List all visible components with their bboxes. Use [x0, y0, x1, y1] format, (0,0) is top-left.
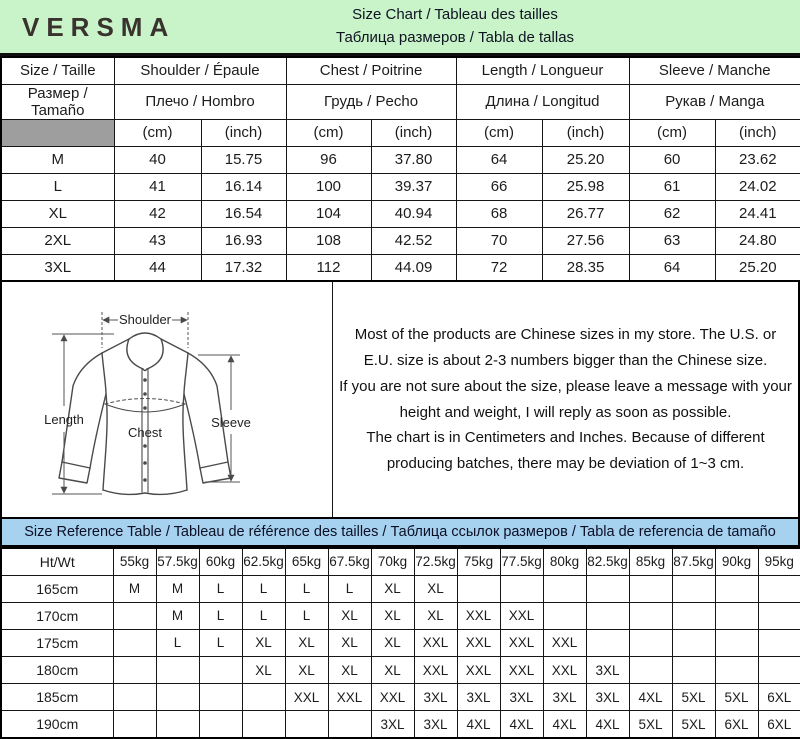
ref-cell: XL	[328, 602, 371, 629]
ref-cell	[715, 657, 758, 684]
ref-cell: L	[285, 602, 328, 629]
size-cell: 16.14	[201, 173, 286, 200]
ref-cell: 3XL	[457, 684, 500, 711]
table-row	[1, 119, 800, 146]
weight-header: 70kg	[371, 548, 414, 575]
weight-header: 85kg	[629, 548, 672, 575]
shirt-measurement-diagram	[2, 282, 333, 517]
ref-cell: XXL	[414, 657, 457, 684]
weight-header: 80kg	[543, 548, 586, 575]
ref-cell	[113, 629, 156, 656]
middle-section	[0, 282, 800, 517]
ref-cell: L	[242, 602, 285, 629]
ref-cell: 3XL	[414, 711, 457, 738]
ref-cell: M	[156, 575, 199, 602]
size-cell: 24.80	[715, 227, 800, 254]
col-header: Sleeve / Manche	[629, 57, 800, 84]
ref-cell	[758, 629, 800, 656]
unit-cell: (inch)	[371, 119, 456, 146]
table-row	[1, 227, 800, 254]
height-label: 180cm	[1, 657, 113, 684]
size-label: XL	[1, 200, 114, 227]
ref-cell: 3XL	[586, 684, 629, 711]
weight-header: 55kg	[113, 548, 156, 575]
ref-cell: L	[156, 629, 199, 656]
ref-cell: XL	[371, 657, 414, 684]
weight-header: 90kg	[715, 548, 758, 575]
unit-cell: (cm)	[629, 119, 715, 146]
size-cell: 26.77	[542, 200, 629, 227]
ref-cell	[758, 602, 800, 629]
size-cell: 16.54	[201, 200, 286, 227]
weight-header: 67.5kg	[328, 548, 371, 575]
ref-cell: XL	[328, 657, 371, 684]
ref-cell: 6XL	[758, 711, 800, 738]
size-cell: 44	[114, 254, 201, 281]
ref-cell: L	[199, 575, 242, 602]
ref-cell: L	[199, 629, 242, 656]
size-cell: 24.02	[715, 173, 800, 200]
size-cell: 60	[629, 146, 715, 173]
size-cell: 28.35	[542, 254, 629, 281]
height-label: 165cm	[1, 575, 113, 602]
weight-header: 75kg	[457, 548, 500, 575]
unit-cell: (cm)	[456, 119, 542, 146]
ref-cell	[672, 602, 715, 629]
ref-cell: XXL	[285, 684, 328, 711]
ref-cell: 3XL	[414, 684, 457, 711]
ref-cell	[543, 602, 586, 629]
col-header: Рукав / Manga	[629, 84, 800, 119]
ref-cell: XXL	[500, 602, 543, 629]
ref-cell: L	[199, 602, 242, 629]
size-cell: 64	[456, 146, 542, 173]
weight-header: 72.5kg	[414, 548, 457, 575]
ref-cell: XL	[328, 629, 371, 656]
table-row	[1, 711, 800, 738]
ref-cell: 4XL	[500, 711, 543, 738]
size-label: M	[1, 146, 114, 173]
ref-cell: XL	[242, 629, 285, 656]
ref-cell: XL	[414, 602, 457, 629]
ref-cell: XL	[371, 629, 414, 656]
ref-cell	[156, 657, 199, 684]
ref-cell: 5XL	[629, 711, 672, 738]
table-row	[1, 575, 800, 602]
page-title	[160, 6, 750, 46]
ref-cell: XXL	[328, 684, 371, 711]
ref-cell: 5XL	[715, 684, 758, 711]
weight-header: 62.5kg	[242, 548, 285, 575]
size-cell: 66	[456, 173, 542, 200]
ref-cell: XXL	[371, 684, 414, 711]
ref-cell: XXL	[457, 602, 500, 629]
ref-cell	[242, 684, 285, 711]
size-cell: 39.37	[371, 173, 456, 200]
col-header: Размер / Tamaño	[1, 84, 114, 119]
chest-label: Chest	[128, 425, 162, 440]
ref-cell: 6XL	[715, 711, 758, 738]
ref-cell: L	[242, 575, 285, 602]
sizing-note	[333, 282, 798, 517]
size-cell: 62	[629, 200, 715, 227]
ref-cell	[156, 711, 199, 738]
ref-cell	[113, 684, 156, 711]
ref-cell: L	[328, 575, 371, 602]
unit-cell: (cm)	[286, 119, 371, 146]
table-row	[1, 173, 800, 200]
ref-cell	[242, 711, 285, 738]
reference-table-banner	[0, 517, 800, 547]
size-label: 2XL	[1, 227, 114, 254]
size-cell: 100	[286, 173, 371, 200]
shoulder-label: Shoulder	[118, 312, 172, 327]
weight-header: 87.5kg	[672, 548, 715, 575]
size-cell: 42.52	[371, 227, 456, 254]
corner-header: Ht/Wt	[1, 548, 113, 575]
brand-logo: VERSMA	[22, 12, 176, 42]
table-row	[1, 629, 800, 656]
ref-cell: 4XL	[629, 684, 672, 711]
ref-cell	[629, 657, 672, 684]
ref-cell	[328, 711, 371, 738]
ref-cell: 3XL	[543, 684, 586, 711]
unit-cell: (cm)	[114, 119, 201, 146]
ref-cell: XXL	[457, 629, 500, 656]
col-header: Length / Longueur	[456, 57, 629, 84]
size-cell: 44.09	[371, 254, 456, 281]
size-reference-table	[0, 547, 800, 739]
banner-text: Size Reference Table / Tableau de référence des tailles / Таблица ссылок размеров / Tabla de referencia de tamaño	[24, 524, 776, 540]
weight-header: 60kg	[199, 548, 242, 575]
size-cell: 72	[456, 254, 542, 281]
ref-cell: 4XL	[457, 711, 500, 738]
title-line-2: Таблица размеров / Tabla de tallas	[335, 29, 575, 46]
note-line: The chart is in Centimeters and Inches. Because of different producing batches, there may be deviation of 1~3 cm.	[366, 429, 765, 473]
size-cell: 112	[286, 254, 371, 281]
ref-cell	[113, 711, 156, 738]
note-line: Most of the products are Chinese sizes in my store. The U.S. or E.U. size is about 2-3 numbers bigger than the Chinese size.	[354, 326, 777, 369]
ref-cell	[758, 657, 800, 684]
ref-cell	[199, 684, 242, 711]
weight-header: 95kg	[758, 548, 800, 575]
table-row	[1, 657, 800, 684]
size-cell: 25.98	[542, 173, 629, 200]
ref-cell: XL	[371, 575, 414, 602]
size-cell: 41	[114, 173, 201, 200]
corner-cell	[1, 119, 114, 146]
size-cell: 70	[456, 227, 542, 254]
ref-cell: 5XL	[672, 684, 715, 711]
ref-cell: XL	[371, 602, 414, 629]
ref-cell	[113, 657, 156, 684]
ref-cell	[586, 629, 629, 656]
weight-header: 82.5kg	[586, 548, 629, 575]
ref-cell: XXL	[414, 629, 457, 656]
ref-cell: XL	[242, 657, 285, 684]
size-cell: 25.20	[715, 254, 800, 281]
ref-cell	[543, 575, 586, 602]
size-cell: 96	[286, 146, 371, 173]
ref-cell: M	[113, 575, 156, 602]
size-label: 3XL	[1, 254, 114, 281]
size-cell: 108	[286, 227, 371, 254]
ref-cell: XXL	[543, 629, 586, 656]
table-row	[1, 200, 800, 227]
ref-cell: 4XL	[586, 711, 629, 738]
ref-cell: 6XL	[758, 684, 800, 711]
ref-cell: XXL	[500, 629, 543, 656]
table-row	[1, 254, 800, 281]
ref-cell: 5XL	[672, 711, 715, 738]
weight-header: 77.5kg	[500, 548, 543, 575]
unit-cell: (inch)	[715, 119, 800, 146]
ref-cell: XL	[285, 629, 328, 656]
ref-cell	[629, 602, 672, 629]
ref-cell	[672, 629, 715, 656]
ref-cell	[586, 602, 629, 629]
ref-cell	[199, 657, 242, 684]
ref-cell	[715, 602, 758, 629]
length-label: Length	[44, 412, 84, 427]
size-label: L	[1, 173, 114, 200]
size-cell: 40.94	[371, 200, 456, 227]
col-header: Size / Taille	[1, 57, 114, 84]
ref-cell	[199, 711, 242, 738]
table-row	[1, 602, 800, 629]
ref-cell	[500, 575, 543, 602]
size-cell: 64	[629, 254, 715, 281]
size-cell: 25.20	[542, 146, 629, 173]
sleeve-label: Sleeve	[211, 415, 251, 430]
size-cell: 24.41	[715, 200, 800, 227]
ref-cell	[156, 684, 199, 711]
ref-cell: M	[156, 602, 199, 629]
size-cell: 42	[114, 200, 201, 227]
ref-cell	[457, 575, 500, 602]
ref-cell	[113, 602, 156, 629]
size-cell: 43	[114, 227, 201, 254]
ref-cell	[758, 575, 800, 602]
size-cell: 17.32	[201, 254, 286, 281]
size-cell: 68	[456, 200, 542, 227]
col-header: Плечо / Hombro	[114, 84, 286, 119]
col-header: Chest / Poitrine	[286, 57, 456, 84]
ref-cell: XXL	[457, 657, 500, 684]
header-band	[0, 0, 800, 56]
table-row	[1, 84, 800, 119]
unit-cell: (inch)	[201, 119, 286, 146]
ref-cell: 3XL	[500, 684, 543, 711]
size-cell: 15.75	[201, 146, 286, 173]
shirt-diagram-icon	[2, 282, 333, 515]
note-line: If you are not sure about the size, please leave a message with your height and weight, I will reply as soon as possible.	[339, 377, 792, 421]
ref-cell: XXL	[500, 657, 543, 684]
col-header: Грудь / Pecho	[286, 84, 456, 119]
ref-cell: XXL	[543, 657, 586, 684]
weight-header: 57.5kg	[156, 548, 199, 575]
table-row	[1, 684, 800, 711]
ref-cell: 3XL	[586, 657, 629, 684]
height-label: 185cm	[1, 684, 113, 711]
weight-header: 65kg	[285, 548, 328, 575]
size-cell: 23.62	[715, 146, 800, 173]
ref-cell	[672, 657, 715, 684]
ref-cell	[672, 575, 715, 602]
size-cell: 61	[629, 173, 715, 200]
ref-cell: 4XL	[543, 711, 586, 738]
unit-cell: (inch)	[542, 119, 629, 146]
size-table	[0, 56, 800, 282]
ref-cell: XL	[414, 575, 457, 602]
size-cell: 40	[114, 146, 201, 173]
ref-cell: 3XL	[371, 711, 414, 738]
table-row	[1, 548, 800, 575]
table-row	[1, 146, 800, 173]
ref-cell	[285, 711, 328, 738]
col-header: Shoulder / Épaule	[114, 57, 286, 84]
height-label: 175cm	[1, 629, 113, 656]
title-line-1: Size Chart / Tableau des tailles	[352, 6, 558, 23]
ref-cell	[715, 575, 758, 602]
size-cell: 37.80	[371, 146, 456, 173]
table-row	[1, 57, 800, 84]
col-header: Длина / Longitud	[456, 84, 629, 119]
height-label: 170cm	[1, 602, 113, 629]
size-cell: 104	[286, 200, 371, 227]
size-cell: 27.56	[542, 227, 629, 254]
size-cell: 16.93	[201, 227, 286, 254]
ref-cell	[715, 629, 758, 656]
ref-cell	[586, 575, 629, 602]
ref-cell	[629, 629, 672, 656]
ref-cell	[629, 575, 672, 602]
ref-cell: L	[285, 575, 328, 602]
size-cell: 63	[629, 227, 715, 254]
height-label: 190cm	[1, 711, 113, 738]
ref-cell: XL	[285, 657, 328, 684]
